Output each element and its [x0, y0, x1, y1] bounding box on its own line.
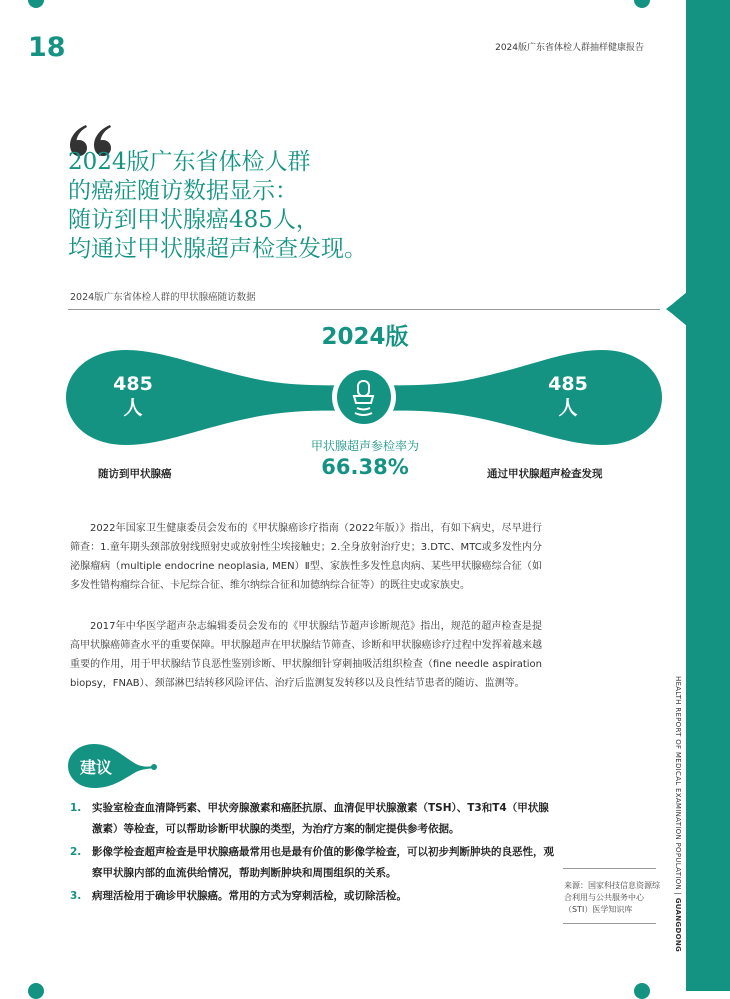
advice-title: 建议 — [80, 758, 113, 777]
divider — [68, 309, 660, 310]
right-color-band — [686, 0, 730, 991]
list-item — [70, 842, 554, 884]
side-vertical-text — [674, 676, 682, 952]
report-title: 2024版广东省体检人群抽样健康报告 — [495, 43, 644, 53]
list-item — [70, 798, 554, 840]
bottom-right-dot — [634, 983, 650, 999]
list-item-number: 3. — [70, 890, 82, 902]
bottom-left-dot — [28, 983, 44, 999]
left-stat — [103, 372, 163, 420]
figure-label: 2024版广东省体检人群的甲状腺癌随访数据 — [70, 292, 256, 303]
side-text: HEALTH REPORT OF MEDICAL EXAMINATION POPULATION — [674, 676, 682, 890]
list-item-number: 1. — [70, 802, 82, 814]
headline-quote — [68, 148, 367, 264]
source-top-rule — [563, 868, 656, 869]
body-paragraph: 2017年中华医学超声杂志编辑委员会发布的《甲状腺结节超声诊断规范》指出，规范的超声检查是提高甲状腺癌筛查水平的重要保障。甲状腺超声在甲状腺结节筛查、诊断和甲状腺癌诊疗过程中发挥着越来越重要的作用，用于甲状腺结节良恶性鉴别诊断、甲状腺细针穿刺抽吸活组织检查（fine needle aspiration biopsy，FNAB）、颈部淋巴结转移风险评估、治疗后监测复发转移以及良性结节患者的随访、监测等。 — [70, 621, 542, 689]
headline-line: 随访到甲状腺癌485人， — [68, 207, 319, 233]
right-unit: 人 — [558, 397, 578, 419]
headline-line: 均通过甲状腺超声检查发现。 — [68, 236, 367, 262]
list-item-number: 2. — [70, 846, 82, 858]
right-caption: 通过甲状腺超声检查发现 — [487, 468, 603, 480]
left-number: 485 — [113, 373, 153, 395]
right-number: 485 — [548, 373, 588, 395]
advice-list — [70, 798, 554, 909]
list-item-text: 病理活检用于确诊甲状腺癌。常用的方式为穿刺活检，或切除活检。 — [92, 890, 407, 902]
side-bold-text: GUANGDONG — [674, 897, 682, 953]
ultrasound-probe-icon — [338, 373, 390, 423]
list-item — [70, 886, 554, 907]
page-number: 18 — [28, 32, 66, 63]
left-unit: 人 — [123, 397, 143, 419]
list-item-text: 实验室检查血清降钙素、甲状旁腺激素和癌胚抗原、血清促甲状腺激素（TSH）、T3和T4（甲状腺激素）等检查，可以帮助诊断甲状腺的类型，为治疗方案的制定提供参考依据。 — [92, 802, 549, 835]
body-paragraph: 2022年国家卫生健康委员会发布的《甲状腺癌诊疗指南（2022年版）》指出，有如下病史，尽早进行筛查：1.童年期头颈部放射线照射史或放射性尘埃接触史；2.全身放射治疗史；3.DTC、MTC或多发性内分泌腺瘤病（multiple endocrine neoplasia, MEN）Ⅱ型、家族性多发性息肉病、某些甲状腺癌综合征（如多发性错构瘤综合征、卡尼综合征、维尔纳综合征和加德纳综合征等）的既往史或家族史。 — [70, 523, 542, 591]
source-bottom-rule — [563, 923, 656, 924]
list-item-text: 影像学检查超声检查是甲状腺癌最常用也是最有价值的影像学检查，可以初步判断肿块的良恶性，观察甲状腺内部的血流供给情况，帮助判断肿块和周围组织的关系。 — [92, 846, 554, 879]
headline-line: 2024版广东省体检人群 — [68, 149, 311, 175]
rate-label: 甲状腺超声参检率为 — [310, 439, 419, 453]
side-separator: | — [674, 892, 682, 896]
rate-value: 66.38% — [321, 455, 409, 479]
right-stat — [538, 372, 598, 420]
top-right-dot — [634, 0, 650, 8]
figure-year: 2024版 — [321, 324, 409, 350]
top-left-dot — [28, 0, 44, 8]
source-note: 来源：国家科技信息资源综合利用与公共服务中心（STI）医学知识库 — [564, 881, 660, 914]
headline-line: 的癌症随访数据显示： — [68, 178, 298, 204]
left-caption: 随访到甲状腺癌 — [98, 468, 172, 480]
